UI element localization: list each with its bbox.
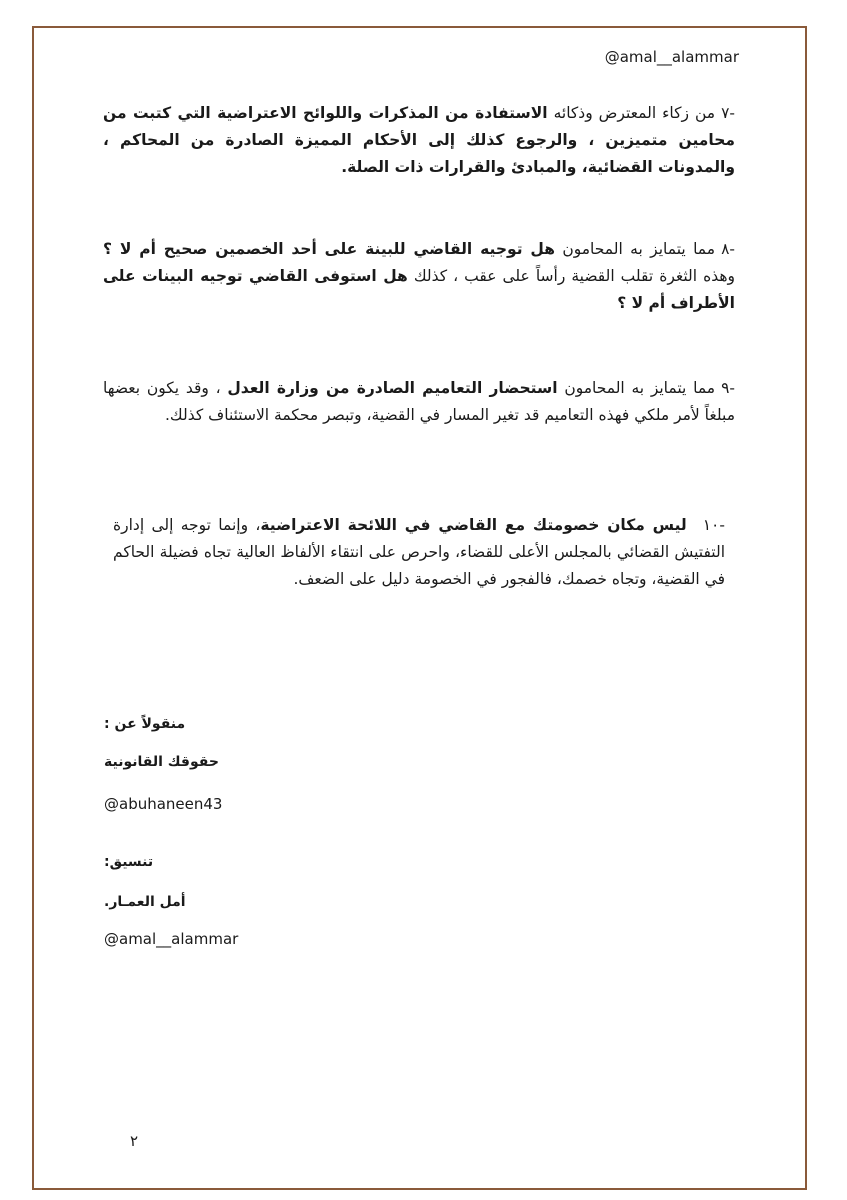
list-item-8 — [103, 236, 735, 317]
item-bold-text: هل استوفى القاضي توجيه البينات على الأطراف أم لا ؟ — [103, 267, 735, 312]
item-text: وهذه الثغرة تقلب القضية رأساً على عقب ، كذلك — [407, 267, 735, 285]
item-text: ، وإنما توجه إلى إدارة التفتيش القضائي بالمجلس الأعلى للقضاء، واحرص على انتقاء الألفاظ العالية تجاه فضيلة الحاكم في القضية، وتجاه خصمك، فالفجور في الخصومة دليل على الضعف. — [113, 516, 725, 588]
item-text: مما يتمايز به المحامون — [557, 379, 716, 397]
source-label: منقولاً عن : — [104, 716, 186, 732]
item-number: -١٠ — [702, 516, 725, 534]
coordination-label: تنسيق: — [104, 854, 154, 870]
item-bold-text: استحضار التعاميم الصادرة من وزارة العدل — [227, 379, 558, 397]
source-handle: @abuhaneen43 — [104, 795, 223, 813]
list-item-9 — [103, 375, 735, 429]
coordination-name: أمل العمـار. — [104, 894, 186, 910]
item-text: من زكاء المعترض وذكائه — [547, 104, 716, 122]
header-handle: @amal__alammar — [604, 48, 739, 66]
coordination-handle: @amal__alammar — [104, 930, 239, 948]
item-bold-text: الاستفادة من المذكرات واللوائح الاعتراضية التي كتبت من محامين متميزين ، والرجوع كذلك إلى الأحكام المميزة الصادرة من المحاكم ، والمدونات القضائية، والمبادئ والقرارات ذات الصلة. — [103, 104, 735, 176]
source-name: حقوقك القانونية — [104, 754, 219, 770]
page-number: ٢ — [130, 1132, 139, 1150]
item-text: مما يتمايز به المحامون — [554, 240, 716, 258]
item-bold-text: ليس مكان خصومتك مع القاضي في اللائحة الاعتراضية — [260, 516, 687, 534]
list-item-7 — [103, 100, 735, 181]
item-number: -٨ — [721, 240, 735, 258]
item-number: -٧ — [721, 104, 735, 122]
item-bold-text: هل توجيه القاضي للبينة على أحد الخصمين صحيح أم لا ؟ — [103, 240, 555, 258]
item-text: ، وقد يكون بعضها مبلغاً لأمر ملكي فهذه التعاميم قد تغير المسار في القضية، وتبصر محكمة الاستئناف كذلك. — [103, 379, 735, 424]
list-item-10 — [113, 512, 725, 593]
item-number: -٩ — [721, 379, 736, 397]
document-page — [32, 26, 807, 1190]
